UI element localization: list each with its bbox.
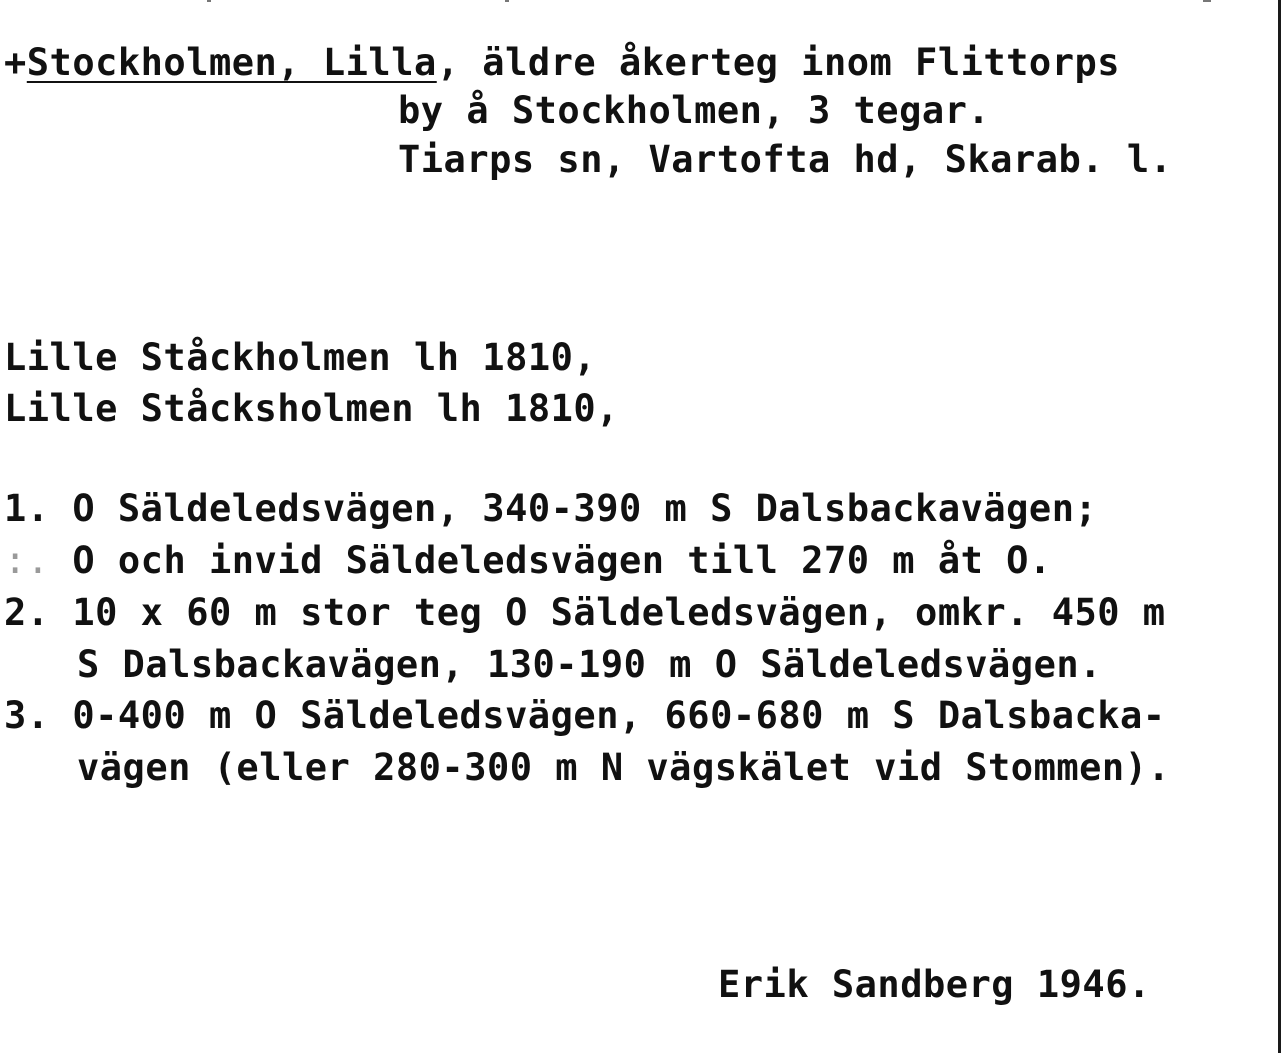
location-number: 2. [4,591,50,634]
location-item [4,694,1166,737]
location-text: O och invid Säldeledsvägen till 270 m åt O. [72,539,1052,582]
historical-form: Lille Ståckholmen lh 1810, [4,336,597,379]
location-number: 3. [4,694,50,737]
card-right-edge [1278,0,1281,1053]
location-number: 1. [4,487,50,530]
author-signature: Erik Sandberg 1946. [718,963,1151,1006]
location-number: :. [4,539,50,582]
entry-description-line-2: by å Stockholmen, 3 tegar. [398,89,991,132]
location-item [4,487,1098,530]
plus-sign: + [4,41,27,84]
entry-heading-line [4,41,1121,84]
location-text: 0-400 m O Säldeledsvägen, 660-680 m S Dalsbacka- [72,694,1166,737]
scan-mark [505,0,509,2]
location-text: O Säldeledsvägen, 340-390 m S Dalsbackavägen; [72,487,1098,530]
entry-parish-line: Tiarps sn, Vartofta hd, Skarab. l. [398,138,1173,181]
entry-name: Stockholmen, Lilla [26,41,437,84]
scan-mark [1203,0,1211,2]
location-text: 10 x 60 m stor teg O Säldeledsvägen, omkr. 450 m [72,591,1166,634]
entry-description: , äldre åkerteg inom Flittorps [436,41,1121,84]
scan-mark [207,0,211,2]
location-item [4,591,1166,634]
location-text-continued: vägen (eller 280-300 m N vägskälet vid Stommen). [77,746,1171,789]
historical-form: Lille Ståcksholmen lh 1810, [4,387,619,430]
location-item [4,539,1052,582]
location-text-continued: S Dalsbackavägen, 130-190 m O Säldeledsvägen. [77,643,1102,686]
